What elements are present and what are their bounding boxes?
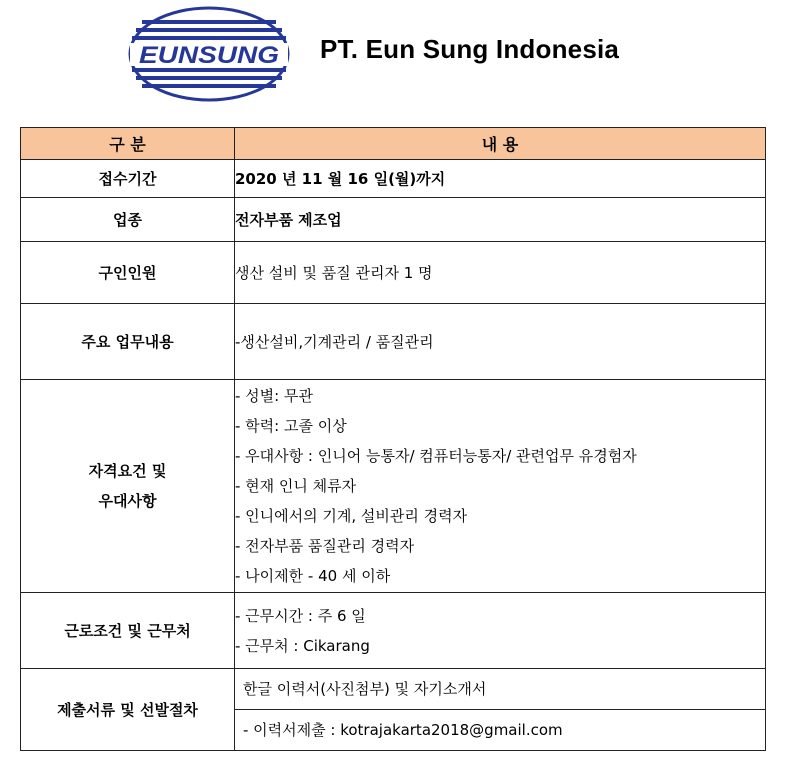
- row-period: [21, 160, 766, 198]
- documents-required: 한글 이력서(사진첨부) 및 자기소개서: [235, 669, 765, 710]
- page-header: [0, 0, 787, 110]
- list-item: - 현재 인니 체류자: [235, 477, 357, 495]
- documents-submission: - 이력서제출 : kotrajakarta2018@gmail.com: [243, 721, 563, 739]
- list-item: - 근무시간 : 주 6 일: [235, 606, 366, 625]
- label-qualifications-line1: 자격요건 및: [88, 462, 167, 480]
- list-item: - 학력: 고졸 이상: [235, 417, 347, 435]
- label-documents: 제출서류 및 선발절차: [21, 669, 235, 751]
- job-info-table: [20, 127, 766, 751]
- label-conditions: 근로조건 및 근무처: [21, 593, 235, 669]
- table-header-row: [21, 128, 766, 160]
- value-qualifications: [235, 380, 766, 593]
- row-headcount: [21, 242, 766, 304]
- list-item: - 근무처 : Cikarang: [235, 636, 370, 655]
- label-headcount: 구인인원: [21, 242, 235, 304]
- logo-text: EUNSUNG: [139, 42, 279, 69]
- eunsung-logo: [128, 6, 290, 102]
- row-conditions: [21, 593, 766, 669]
- row-industry: [21, 198, 766, 242]
- value-documents: [235, 669, 766, 751]
- list-item: - 나이제한 - 40 세 이하: [235, 567, 391, 585]
- row-duties: [21, 304, 766, 380]
- list-item: - 전자부품 품질관리 경력자: [235, 537, 415, 555]
- label-industry: 업종: [21, 198, 235, 242]
- label-qualifications: [21, 380, 235, 593]
- list-item: - 우대사항 : 인니어 능통자/ 컴퓨터능통자/ 관련업무 유경험자: [235, 447, 637, 465]
- value-conditions: [235, 593, 766, 669]
- label-qualifications-line2: 우대사항: [98, 492, 157, 510]
- label-duties: 주요 업무내용: [21, 304, 235, 380]
- value-headcount: 생산 설비 및 품질 관리자 1 명: [235, 242, 766, 304]
- label-period: 접수기간: [21, 160, 235, 198]
- company-name: PT. Eun Sung Indonesia: [320, 34, 620, 64]
- list-item: - 인니에서의 기계, 설비관리 경력자: [235, 507, 468, 525]
- header-category: 구 분: [21, 128, 235, 160]
- value-industry: 전자부품 제조업: [235, 198, 766, 242]
- list-item: - 성별: 무관: [235, 387, 313, 405]
- value-period: 2020 년 11 월 16 일(월)까지: [235, 160, 766, 198]
- value-duties: -생산설비,기계관리 / 품질관리: [235, 304, 766, 380]
- row-documents: [21, 669, 766, 751]
- row-qualifications: [21, 380, 766, 593]
- header-content: 내 용: [235, 128, 766, 160]
